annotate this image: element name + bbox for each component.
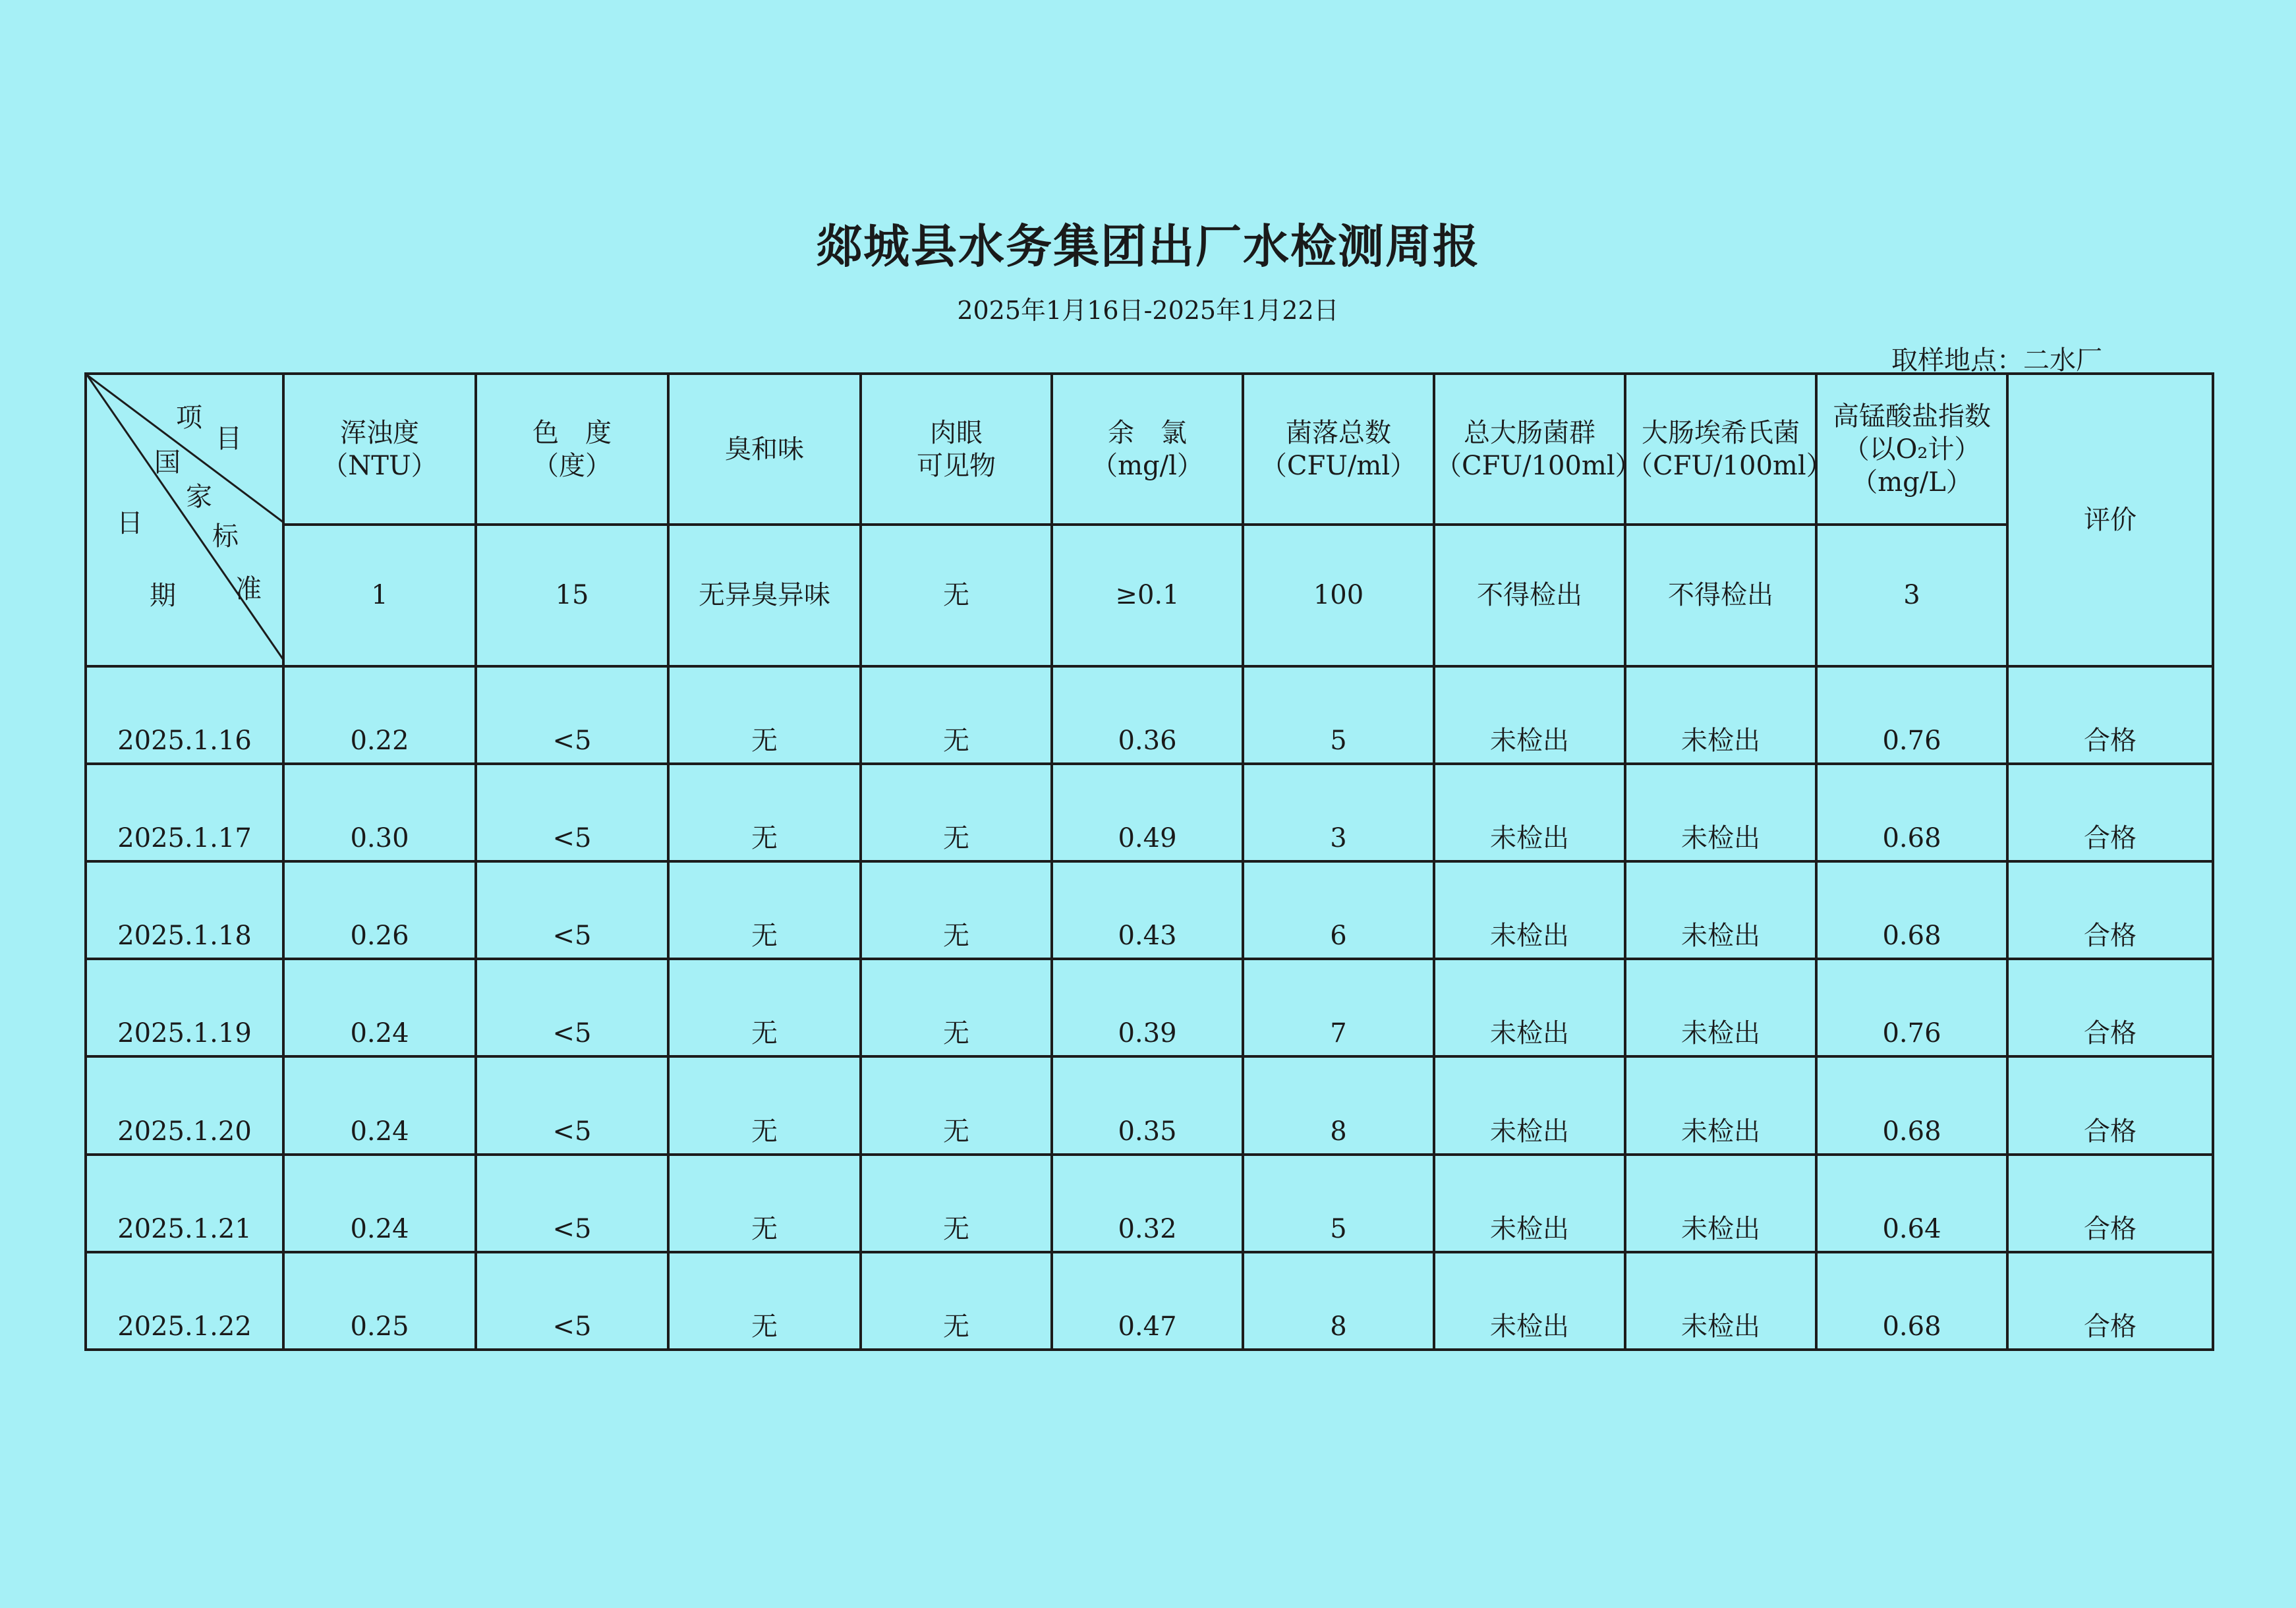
row-value-cell: 无 xyxy=(668,1056,861,1154)
header-e-coli: 大肠埃希氏菌 （CFU/100ml） xyxy=(1625,374,1816,525)
row-value-cell: <5 xyxy=(476,1056,668,1154)
row-value-cell: 无 xyxy=(861,1252,1052,1350)
row-date-cell: 2025.1.16 xyxy=(86,666,283,764)
row-value-cell: 0.39 xyxy=(1052,959,1243,1056)
row-value-cell: 0.24 xyxy=(283,959,476,1056)
row-date-cell: 2025.1.20 xyxy=(86,1056,283,1154)
row-value-cell: 0.36 xyxy=(1052,666,1243,764)
row-value-cell: 5 xyxy=(1243,666,1434,764)
row-date-cell: 2025.1.19 xyxy=(86,959,283,1056)
header-total-bacteria: 菌落总数 （CFU/ml） xyxy=(1243,374,1434,525)
table-row xyxy=(86,959,2213,1056)
row-value-cell: 0.26 xyxy=(283,861,476,959)
row-value-cell: 0.68 xyxy=(1816,764,2007,861)
row-value-cell: 0.22 xyxy=(283,666,476,764)
report-table-container xyxy=(84,372,2212,1351)
standard-cell: 无异臭异味 xyxy=(668,525,861,666)
row-date-cell: 2025.1.18 xyxy=(86,861,283,959)
table-row xyxy=(86,1056,2213,1154)
row-value-cell: 无 xyxy=(668,1252,861,1350)
table-row xyxy=(86,1252,2213,1350)
row-value-cell: <5 xyxy=(476,1252,668,1350)
row-value-cell: 未检出 xyxy=(1434,666,1625,764)
row-value-cell: 0.32 xyxy=(1052,1155,1243,1252)
row-date-cell: 2025.1.21 xyxy=(86,1155,283,1252)
row-value-cell: 0.49 xyxy=(1052,764,1243,861)
row-value-cell: 无 xyxy=(668,666,861,764)
row-value-cell: 无 xyxy=(861,959,1052,1056)
row-value-cell: 未检出 xyxy=(1625,1252,1816,1350)
row-value-cell: 未检出 xyxy=(1625,764,1816,861)
row-value-cell: 0.68 xyxy=(1816,861,2007,959)
row-date-cell: 2025.1.22 xyxy=(86,1252,283,1350)
row-value-cell: 未检出 xyxy=(1434,1252,1625,1350)
corner-label-item-1: 项 xyxy=(176,403,202,433)
header-color: 色 度 （度） xyxy=(476,374,668,525)
row-value-cell: 0.43 xyxy=(1052,861,1243,959)
row-value-cell: 未检出 xyxy=(1625,959,1816,1056)
row-value-cell: 6 xyxy=(1243,861,1434,959)
row-value-cell: <5 xyxy=(476,959,668,1056)
header-total-coliforms: 总大肠菌群 （CFU/100ml） xyxy=(1434,374,1625,525)
standard-cell: 不得检出 xyxy=(1434,525,1625,666)
row-value-cell: <5 xyxy=(476,764,668,861)
table-row xyxy=(86,1155,2213,1252)
row-value-cell: 未检出 xyxy=(1434,959,1625,1056)
corner-label-std-1: 国 xyxy=(154,447,181,478)
row-value-cell: 0.68 xyxy=(1816,1252,2007,1350)
row-value-cell: 0.47 xyxy=(1052,1252,1243,1350)
row-value-cell: 无 xyxy=(861,861,1052,959)
row-value-cell: <5 xyxy=(476,861,668,959)
row-value-cell: 未检出 xyxy=(1625,1155,1816,1252)
row-evaluation-cell: 合格 xyxy=(2007,1252,2213,1350)
row-value-cell: 未检出 xyxy=(1434,764,1625,861)
row-value-cell: 无 xyxy=(861,666,1052,764)
row-value-cell: <5 xyxy=(476,1155,668,1252)
header-odor-taste: 臭和味 xyxy=(668,374,861,525)
corner-label-std-4: 准 xyxy=(235,574,262,604)
corner-header-cell xyxy=(86,374,283,666)
row-value-cell: 无 xyxy=(861,1155,1052,1252)
row-value-cell: 无 xyxy=(668,1155,861,1252)
row-value-cell: 未检出 xyxy=(1434,1155,1625,1252)
table-row xyxy=(86,666,2213,764)
header-permanganate-index: 高锰酸盐指数 （以O₂计） （mg/L） xyxy=(1816,374,2007,525)
standard-cell: 15 xyxy=(476,525,668,666)
standard-cell: ≥0.1 xyxy=(1052,525,1243,666)
header-turbidity: 浑浊度 （NTU） xyxy=(283,374,476,525)
row-evaluation-cell: 合格 xyxy=(2007,1155,2213,1252)
corner-label-std-3: 标 xyxy=(212,521,239,552)
corner-label-std-2: 家 xyxy=(186,482,212,512)
row-value-cell: 8 xyxy=(1243,1056,1434,1154)
row-value-cell: 0.24 xyxy=(283,1056,476,1154)
row-value-cell: 7 xyxy=(1243,959,1434,1056)
row-value-cell: 未检出 xyxy=(1625,666,1816,764)
row-value-cell: 无 xyxy=(861,764,1052,861)
row-value-cell: 0.25 xyxy=(283,1252,476,1350)
row-evaluation-cell: 合格 xyxy=(2007,861,2213,959)
row-value-cell: <5 xyxy=(476,666,668,764)
row-value-cell: 未检出 xyxy=(1434,1056,1625,1154)
row-value-cell: 0.64 xyxy=(1816,1155,2007,1252)
row-date-cell: 2025.1.17 xyxy=(86,764,283,861)
report-title: 郯城县水务集团出厂水检测周报 xyxy=(816,219,1480,273)
row-evaluation-cell: 合格 xyxy=(2007,1056,2213,1154)
standard-cell: 1 xyxy=(283,525,476,666)
row-value-cell: 无 xyxy=(861,1056,1052,1154)
header-residual-chlorine: 余 氯 （mg/l） xyxy=(1052,374,1243,525)
row-evaluation-cell: 合格 xyxy=(2007,764,2213,861)
sampling-location: 取样地点：二水厂 xyxy=(1891,345,2102,376)
row-evaluation-cell: 合格 xyxy=(2007,959,2213,1056)
row-value-cell: 无 xyxy=(668,764,861,861)
row-value-cell: 0.35 xyxy=(1052,1056,1243,1154)
row-evaluation-cell: 合格 xyxy=(2007,666,2213,764)
row-value-cell: 无 xyxy=(668,861,861,959)
header-evaluation: 评价 xyxy=(2007,374,2213,666)
report-table xyxy=(84,372,2214,1351)
corner-label-date-2: 期 xyxy=(150,581,176,611)
row-value-cell: 未检出 xyxy=(1625,861,1816,959)
row-value-cell: 0.24 xyxy=(283,1155,476,1252)
row-value-cell: 5 xyxy=(1243,1155,1434,1252)
row-value-cell: 0.76 xyxy=(1816,666,2007,764)
standard-cell: 无 xyxy=(861,525,1052,666)
row-value-cell: 无 xyxy=(668,959,861,1056)
row-value-cell: 3 xyxy=(1243,764,1434,861)
table-row xyxy=(86,861,2213,959)
date-range: 2025年1月16日-2025年1月22日 xyxy=(957,296,1339,325)
corner-label-date-1: 日 xyxy=(117,508,143,538)
row-value-cell: 0.30 xyxy=(283,764,476,861)
header-visible-matter: 肉眼 可见物 xyxy=(861,374,1052,525)
row-value-cell: 0.76 xyxy=(1816,959,2007,1056)
standard-cell: 不得检出 xyxy=(1625,525,1816,666)
standard-cell: 100 xyxy=(1243,525,1434,666)
row-value-cell: 8 xyxy=(1243,1252,1434,1350)
row-value-cell: 0.68 xyxy=(1816,1056,2007,1154)
standard-cell: 3 xyxy=(1816,525,2007,666)
row-value-cell: 未检出 xyxy=(1434,861,1625,959)
row-value-cell: 未检出 xyxy=(1625,1056,1816,1154)
table-row xyxy=(86,764,2213,861)
data-rows xyxy=(86,666,2213,1350)
corner-label-item-2: 目 xyxy=(215,424,242,454)
